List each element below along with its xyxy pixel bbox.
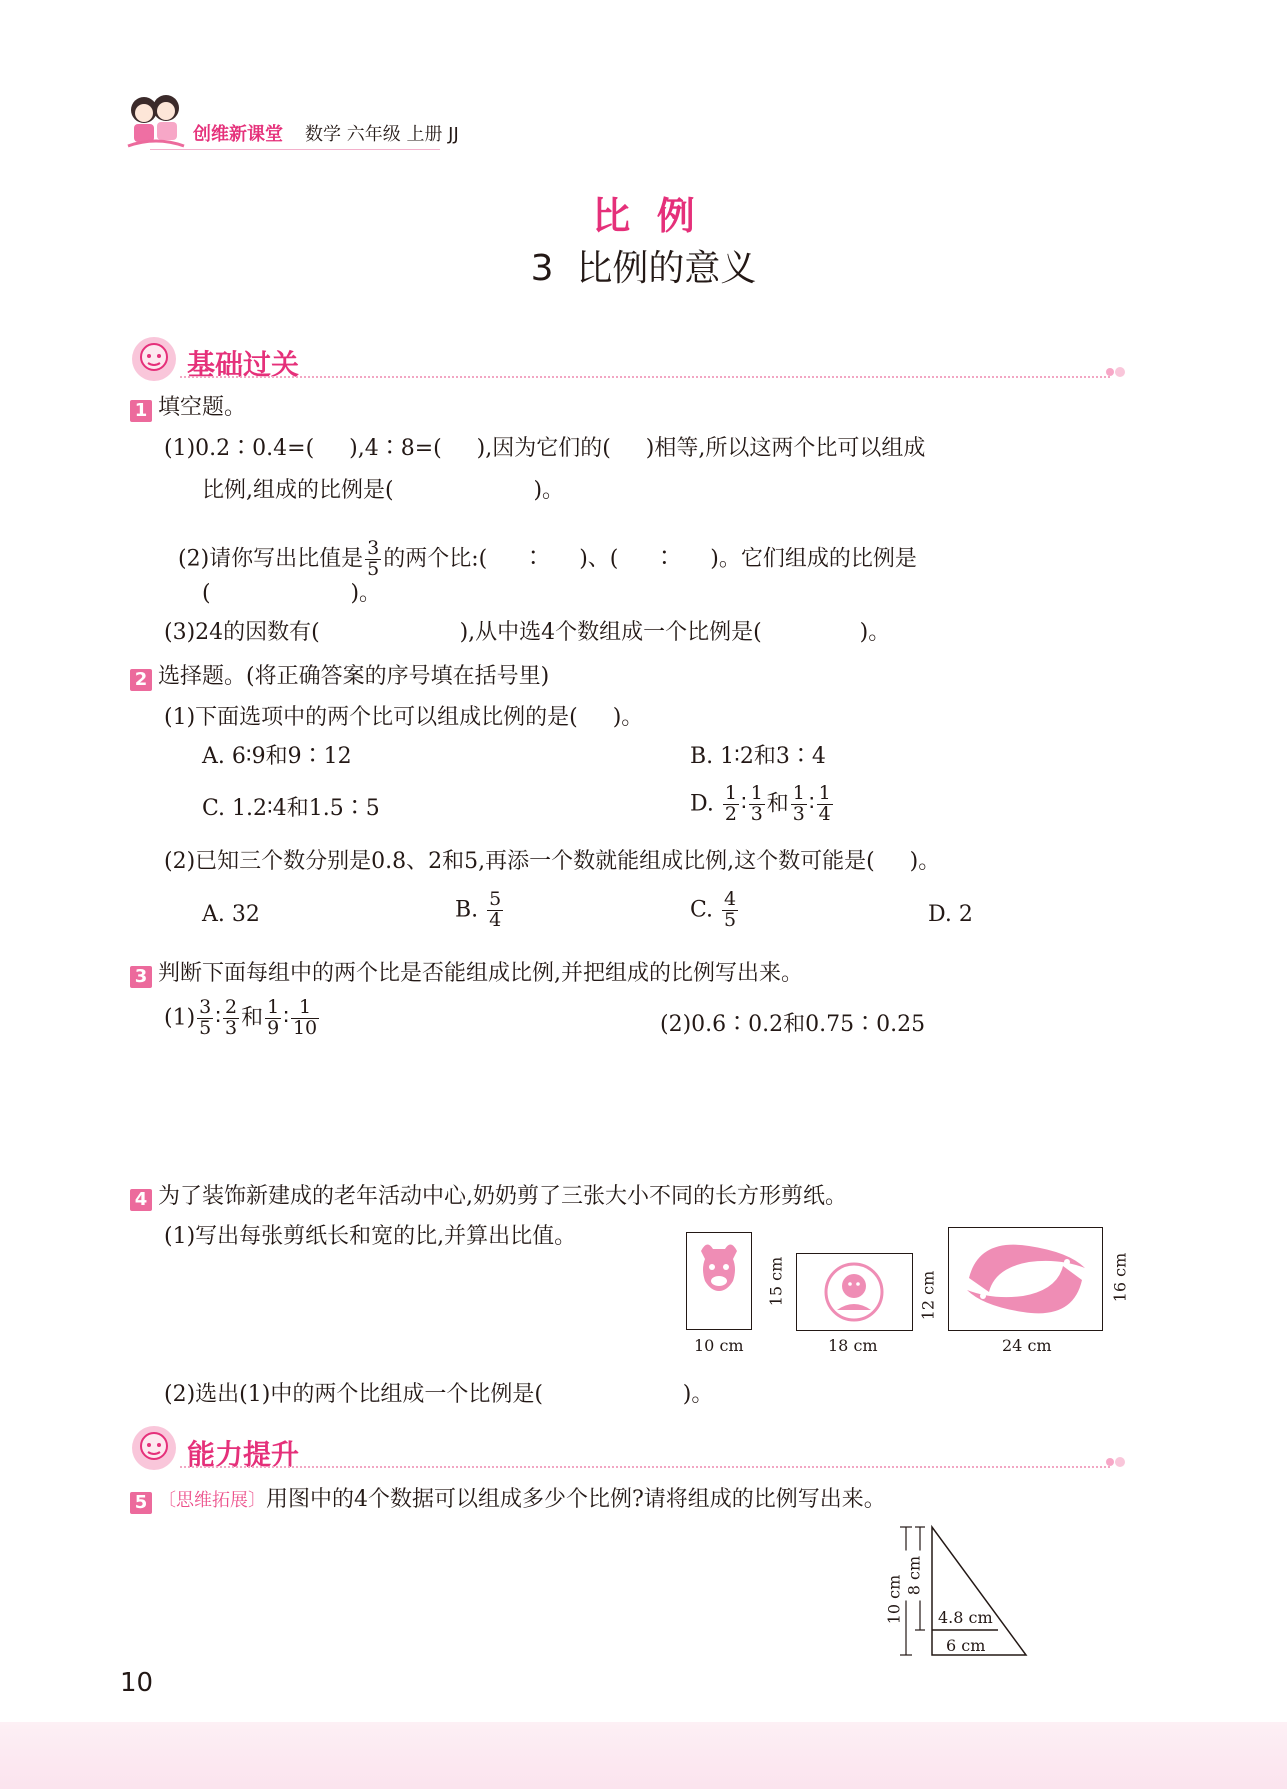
papercut-ox-width: 10 cm [694,1336,744,1355]
page-number: 10 [120,1668,154,1698]
question-4-text: 为了装饰新建成的老年活动中心,奶奶剪了三张大小不同的长方形剪纸。 [158,1184,847,1209]
papercut-child-figure [796,1253,913,1331]
papercut-child-width: 18 cm [828,1336,878,1355]
fraction-numerator: 1 [267,996,280,1018]
question-3-badge: 3 [130,966,152,988]
fraction-numerator: 1 [724,782,737,804]
papercut-fish-figure [948,1227,1103,1331]
section-ability-divider [180,1466,1110,1468]
papercut-ox-height: 15 cm [766,1256,786,1307]
fraction-one-third [749,784,765,825]
papercut-fish-height: 16 cm [1110,1252,1130,1303]
q2-part1: (1)下面选项中的两个比可以组成比例的是( )。 [164,705,644,730]
q2-part2-option-b [455,890,505,931]
fraction-denominator: 3 [225,1016,238,1039]
section-basic-title: 基础过关 [187,348,300,381]
q1-part2-post: 的两个比:( ∶ )、( ∶ )。它们组成的比例是 [383,546,917,572]
fraction-three-fifths [197,998,213,1039]
q1-part2-pre: (2)请你写出比值是 [178,546,364,572]
q2-part2-option-d: D. 2 [928,902,973,927]
fraction-four-fifths [722,890,738,931]
question-1-text: 填空题。 [158,395,247,420]
q2-part1-option-d: D. $\frac{1}{2}$ ∶ $\frac{1}{3}$ 和 $\frac{1}{3}$ ∶ $\frac{1}{4}$ [690,782,831,825]
papercut-child-icon [797,1254,912,1330]
question-3-text: 判断下面每组中的两个比是否能组成比例,并把组成的比例写出来。 [158,961,803,986]
page-subtitle: 3 比例的意义 [530,248,757,289]
fraction-denominator: 3 [792,802,805,825]
fraction-numerator: 5 [489,888,502,910]
fraction-denominator: 3 [750,802,763,825]
q3-part2: (2)0.6∶0.2和0.75∶0.25 [660,1012,926,1037]
option-b-label: B. [455,897,479,923]
fraction-numerator: 2 [225,996,238,1018]
section-ability-title: 能力提升 [187,1438,300,1471]
q1-part1-line2: 比例,组成的比例是( )。 [202,478,565,503]
question-2-badge: 2 [130,669,152,691]
triangle-inner-width: 4.8 cm [938,1608,993,1627]
fraction-numerator: 3 [367,537,380,559]
q3-part1-label: (1) [164,1005,196,1031]
question-1-title [130,397,246,422]
question-1-badge: 1 [130,400,152,422]
q1-part2-line2: ( )。 [202,581,382,606]
fraction-one-third [791,784,807,825]
section-ability-icon [130,1424,178,1472]
section-basic-icon [130,335,178,383]
q2-part1-option-a: A. 6∶9和9∶12 [202,744,352,769]
section-basic-dots-icon [1105,363,1127,385]
q3-part1: (1) $\frac{3}{5}$ ∶ $\frac{2}{3}$ 和 $\frac{1}{9}$ ∶ $\frac{1}{10}$ [164,996,318,1039]
question-5-text: 用图中的4个数据可以组成多少个比例?请将组成的比例写出来。 [266,1487,886,1512]
papercut-fish-width: 24 cm [1002,1336,1052,1355]
q2-part1-option-b: B. 1∶2和3∶4 [690,744,826,769]
q2-part1-option-c: C. 1.2∶4和1.5∶5 [202,796,380,821]
q4-part2: (2)选出(1)中的两个比组成一个比例是( )。 [164,1382,714,1407]
papercut-ox-icon [687,1233,751,1329]
triangle-inner-height: 8 cm [905,1551,924,1601]
q1-part1-line1: (1)0.2∶0.4=( ),4∶8=( ),因为它们的( )相等,所以这两个比可以组成 [164,436,926,461]
fraction-one-ninth [265,998,281,1039]
q3-part1-and: 和 [241,1005,264,1031]
question-4-badge: 4 [130,1189,152,1211]
fraction-numerator: 1 [750,782,763,804]
q4-part1: (1)写出每张剪纸长和宽的比,并算出比值。 [164,1224,577,1249]
q1-part2-fraction [365,539,381,580]
option-d-and: 和 [766,791,789,817]
question-3-title [130,963,803,988]
q2-part2: (2)已知三个数分别是0.8、2和5,再添一个数就能组成比例,这个数可能是( )。 [164,849,941,874]
triangle-base-width: 6 cm [946,1636,986,1655]
fraction-numerator: 1 [291,998,319,1019]
q2-part2-option-a: A. 32 [202,902,260,927]
fraction-denominator: 4 [489,908,502,931]
fraction-denominator: 10 [292,1016,318,1039]
fraction-denominator: 5 [724,908,737,931]
fraction-two-thirds [223,998,239,1039]
section-ability-dots-icon [1105,1453,1127,1475]
fraction-one-quarter [817,784,833,825]
papercut-fish-icon [949,1228,1102,1330]
fraction-denominator: 9 [267,1016,280,1039]
fraction-one-half [723,784,739,825]
page-title: 比 例 [592,194,695,238]
header-brand: 创维新课堂 [193,124,283,145]
question-5-badge: 5 [130,1492,152,1514]
question-2-text: 选择题。(将正确答案的序号填在括号里) [158,664,550,689]
fraction-numerator: 3 [199,996,212,1018]
q2-part2-option-c [690,890,740,931]
question-2-title [130,666,549,691]
fraction-numerator: 1 [818,782,831,804]
question-5-title [130,1489,886,1514]
papercut-ox-figure [686,1232,752,1330]
fraction-numerator: 1 [792,782,805,804]
fraction-denominator: 5 [367,557,380,580]
fraction-denominator: 2 [724,802,737,825]
option-c-label: C. [690,897,714,923]
q1-part2-line1 [164,517,917,580]
papercut-child-height: 12 cm [918,1270,938,1321]
header-mascot-icon [126,90,186,152]
header-subject: 数学 六年级 上册 JJ [305,124,459,145]
fraction-one-tenth [291,998,319,1039]
footer-band [0,1722,1287,1789]
option-d-label: D. [690,791,714,817]
fraction-denominator: 4 [818,802,831,825]
fraction-denominator: 5 [199,1016,212,1039]
header-divider [150,149,440,150]
fraction-five-fourths [487,890,503,931]
question-5-tag: 〔思维拓展〕 [158,1490,266,1511]
fraction-numerator: 4 [724,888,737,910]
question-4-title [130,1186,847,1211]
triangle-outer-height: 10 cm [884,1574,904,1625]
q1-part3: (3)24的因数有( ),从中选4个数组成一个比例是( )。 [164,620,891,645]
section-basic-divider [180,376,1110,378]
